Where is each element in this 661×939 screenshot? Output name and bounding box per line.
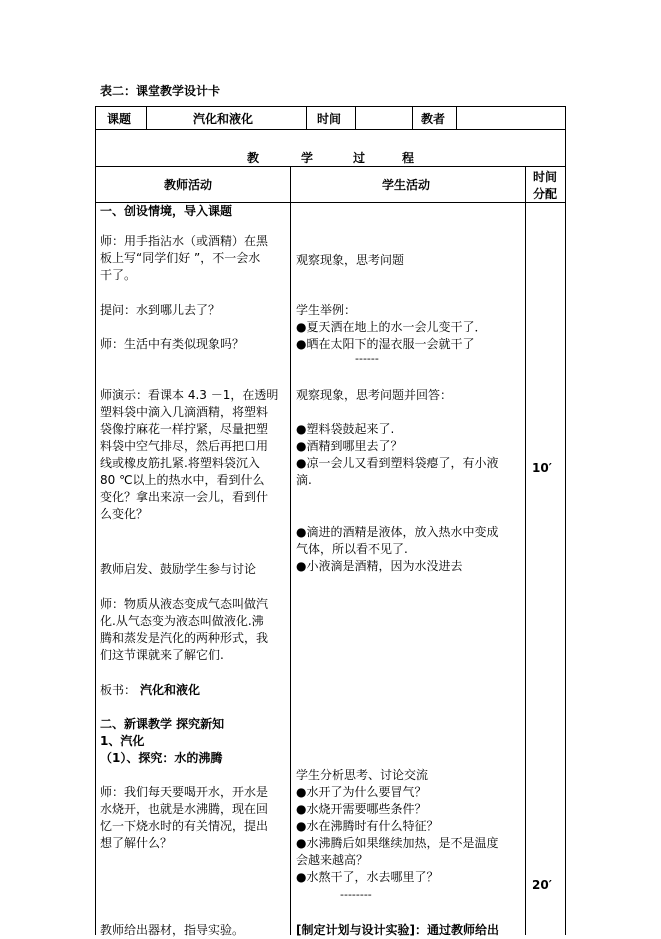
teacher-p8-line1: 师：我们每天要喝开水，开水是 [100, 785, 269, 799]
student-a5-item3: ●水在沸腾时有什么特征？ [296, 819, 439, 833]
teacher-p1-line3: 干了。 [100, 268, 137, 282]
student-a5-item6: ●水熬干了，水去哪里了？ [296, 870, 439, 884]
student-a3: 观察现象，思考问题并回答： [296, 388, 453, 402]
blackboard-value: 汽化和液化 [140, 683, 201, 697]
student-a5-item1: ●水开了为什么要冒气？ [296, 785, 427, 799]
separator-2: -------- [340, 888, 372, 901]
teacher-p6-line4: 们这节课就来了解它们. [100, 648, 224, 662]
blackboard-label: 板书： [100, 683, 137, 697]
student-a2-item1: ●夏天洒在地上的水一会儿变干了． [296, 320, 487, 334]
student-a5-item2: ●水烧开需要哪些条件？ [296, 802, 427, 816]
student-a4-item2: 气体，所以看不见了. [296, 542, 408, 556]
student-a3-item2: ●酒精到哪里去了？ [296, 439, 403, 453]
process-title-char-3: 过 [353, 151, 366, 165]
teacher-p4-line7: 变化？拿出来凉一会儿，看到什 [100, 490, 269, 504]
student-a6: [制定计划与设计实验]：通过教师给出 [296, 923, 499, 937]
teacher-p6-line3: 腾和蒸发是汽化的两种形式，我 [100, 631, 269, 645]
time-header-line2: 分配 [533, 187, 558, 201]
teacher-p4-line1: 师演示：看课本 4.3 －1，在透明 [100, 388, 279, 402]
separator-1: ------ [355, 352, 379, 365]
teacher-p4-line8: 么变化？ [100, 507, 149, 521]
teacher-p1-line1: 师：用手指沾水（或酒精）在黑 [100, 234, 269, 248]
teacher-p1-line2: 板上写“同学们好 ”，不一会水 [100, 251, 261, 265]
teacher-p4-line2: 塑料袋中滴入几滴酒精，将塑料 [100, 405, 269, 419]
teacher-p4-line4: 料袋中空气排尽，然后再把口用 [100, 439, 269, 453]
time-allocation-2: 20′ [532, 878, 552, 892]
student-a2-item2: ●晒在太阳下的湿衣服一会就干了 [296, 337, 475, 351]
teacher-p6-line2: 化.从气态变为液态叫做液化.沸 [100, 614, 264, 628]
section-2-sub: 1、汽化 [100, 734, 145, 748]
time-label: 时间 [317, 112, 342, 126]
student-a4-item1: ●滴进的酒精是液体，放入热水中变成 [296, 525, 499, 539]
teacher-p8-line3: 忆一下烧水时的有关情况，提出 [100, 819, 269, 833]
time-header-line1: 时间 [533, 170, 558, 184]
student-a5-item5: 会越来越高？ [296, 853, 369, 867]
teacher-p4-line3: 袋像拧麻花一样拧紧，尽量把塑 [100, 422, 269, 436]
student-a2: 学生举例： [296, 303, 357, 317]
teacher-p4-line5: 线或橡皮筋扎紧.将塑料袋沉入 [100, 456, 260, 470]
section-2-sub2: （1）、探究：水的沸腾 [100, 751, 223, 765]
teacher-p2: 提问：水到哪儿去了？ [100, 303, 221, 317]
teacher-p8-line2: 水烧开，也就是水沸腾，现在回 [100, 802, 269, 816]
process-title-char-2: 学 [301, 151, 314, 165]
table-title: 表二：课堂教学设计卡 [100, 84, 221, 98]
process-title-char-4: 程 [402, 151, 415, 165]
student-activity-header: 学生活动 [382, 178, 431, 192]
section-1-heading: 一、创设情境，导入课题 [100, 204, 233, 218]
teacher-p3: 师：生活中有类似现象吗？ [100, 337, 245, 351]
teacher-p9: 教师给出器材，指导实验。 [100, 923, 245, 937]
student-a4-item3: ●小液滴是酒精，因为水没进去 [296, 559, 463, 573]
student-a3-item1: ●塑料袋鼓起来了. [296, 422, 395, 436]
topic-value: 汽化和液化 [193, 112, 254, 126]
student-a5-item4: ●水沸腾后如果继续加热，是不是温度 [296, 836, 499, 850]
teacher-p6-line1: 师：物质从液态变成气态叫做汽 [100, 597, 269, 611]
teacher-p8-line4: 想了解什么？ [100, 836, 173, 850]
time-allocation-1: 10′ [532, 461, 552, 475]
section-2-heading: 二、新课教学 探究新知 [100, 717, 225, 731]
teacher-activity-header: 教师活动 [164, 178, 213, 192]
teacher-p5: 教师启发、鼓励学生参与讨论 [100, 562, 257, 576]
topic-label: 课题 [107, 112, 132, 126]
student-a3-item3: ●凉一会儿又看到塑料袋瘪了，有小液 [296, 456, 499, 470]
teacher-label: 教者 [421, 112, 446, 126]
process-title-char-1: 教 [247, 151, 260, 165]
student-a5: 学生分析思考、讨论交流 [296, 768, 429, 782]
student-a1: 观察现象，思考问题 [296, 253, 405, 267]
student-a3-item4: 滴. [296, 473, 312, 487]
teacher-p4-line6: 80 ℃以上的热水中，看到什么 [100, 473, 265, 487]
